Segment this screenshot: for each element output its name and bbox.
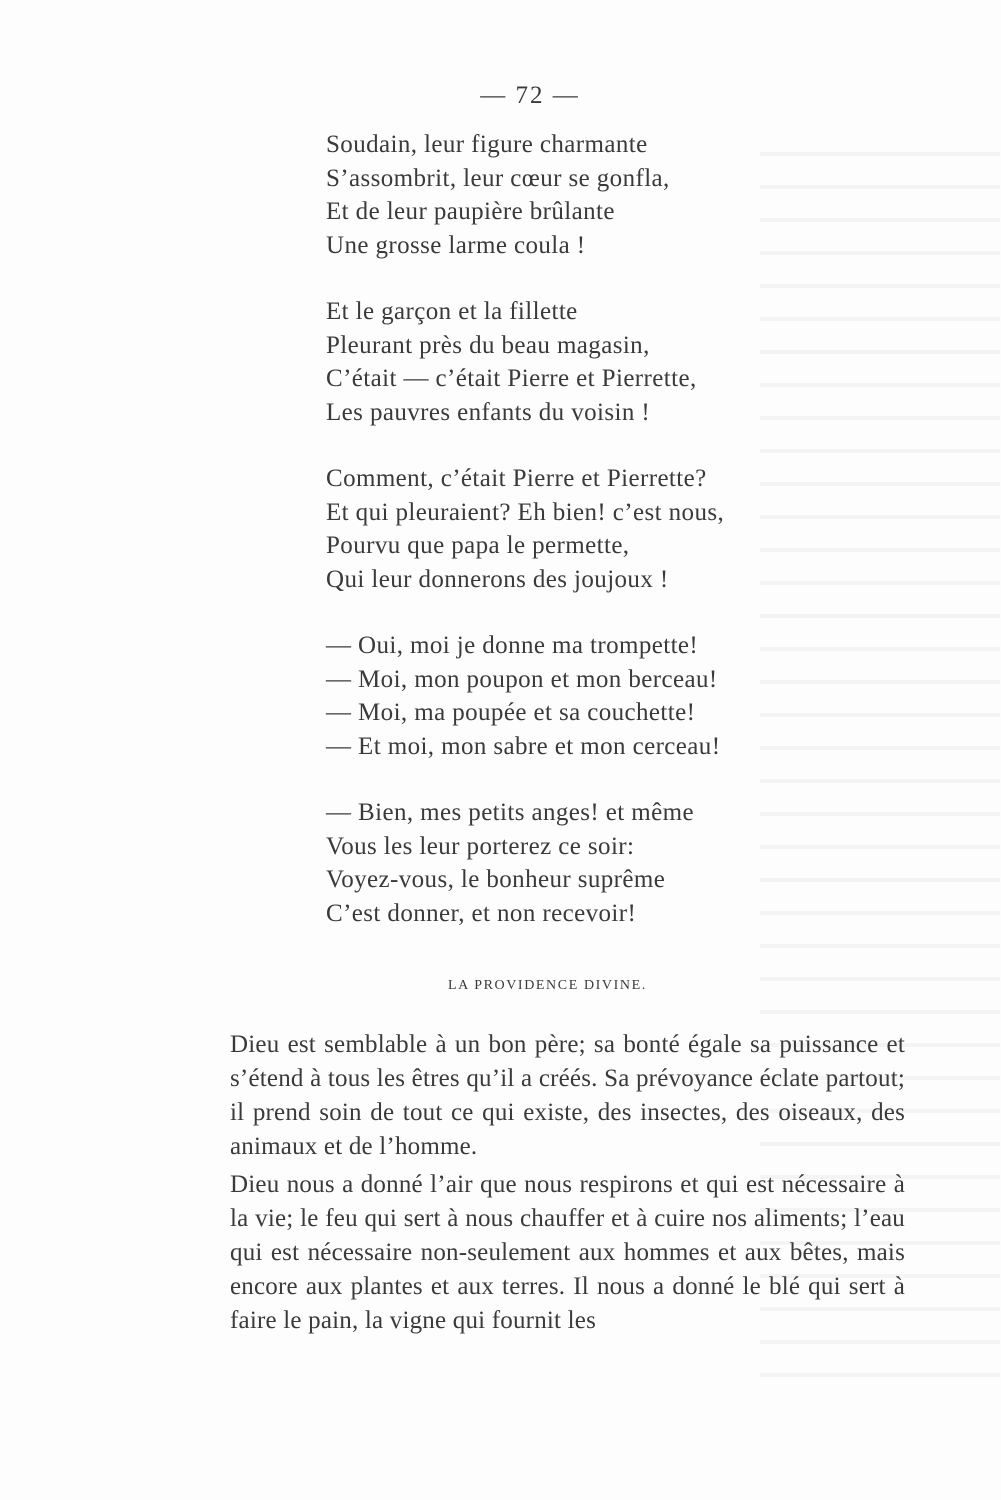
poem-line: Qui leur donnerons des joujoux ! [326, 565, 669, 593]
poem-line: Et de leur paupière brûlante [326, 198, 615, 225]
poem-line: — Oui, moi je donne ma trompette! [326, 632, 699, 659]
poem-line: Pourvu que papa le permette, [326, 532, 630, 559]
prose-body [230, 1028, 905, 1342]
poem [326, 128, 846, 963]
poem-line: Les pauvres enfants du voisin ! [326, 398, 651, 426]
poem-line: Et le garçon et la fillette [326, 298, 578, 325]
poem-stanza [326, 295, 846, 429]
poem-stanza [326, 629, 846, 763]
section-heading: LA PROVIDENCE DIVINE. [448, 978, 647, 993]
poem-line: — Moi, mon poupon et mon berceau! [326, 665, 718, 693]
poem-line: Comment, c’était Pierre et Pierrette? [326, 465, 707, 492]
page-number: — 72 — [480, 82, 580, 109]
poem-line: C’est donner, et non recevoir! [326, 899, 637, 927]
poem-line: — Et moi, mon sabre et mon cerceau! [326, 732, 721, 760]
poem-line: — Bien, mes petits anges! et même [326, 799, 694, 826]
poem-line: S’assombrit, leur cœur se gonfla, [326, 164, 670, 192]
prose-paragraph: Dieu est semblable à un bon père; sa bonté égale sa puissance et s’étend à tous les êtres qu’il a créés. Sa prévoyance éclate partout; il prend soin de tout ce qui existe, des insectes, des oiseaux, des animaux et de l’homme. [230, 1031, 905, 1160]
poem-line: Et qui pleuraient? Eh bien! c’est nous, [326, 498, 725, 526]
poem-line: Soudain, leur figure charmante [326, 131, 648, 158]
poem-stanza [326, 128, 846, 262]
poem-line: C’était — c’était Pierre et Pierrette, [326, 365, 697, 392]
poem-line: Voyez-vous, le bonheur suprême [326, 866, 666, 893]
poem-line: Une grosse larme coula ! [326, 231, 586, 259]
poem-stanza [326, 796, 846, 930]
poem-line: Pleurant près du beau magasin, [326, 331, 650, 359]
poem-line: — Moi, ma poupée et sa couchette! [326, 699, 696, 726]
poem-stanza [326, 462, 846, 596]
poem-line: Vous les leur porterez ce soir: [326, 832, 635, 860]
prose-paragraph: Dieu nous a donné l’air que nous respirons et qui est nécessaire à la vie; le feu qui sert à nous chauffer et à cuire nos aliments; l’eau qui est nécessaire non-seulement aux hommes et aux bêtes, mais encore aux plantes et aux terres. Il nous a donné le blé qui sert à faire le pain, la vigne qui fournit les [230, 1171, 905, 1334]
